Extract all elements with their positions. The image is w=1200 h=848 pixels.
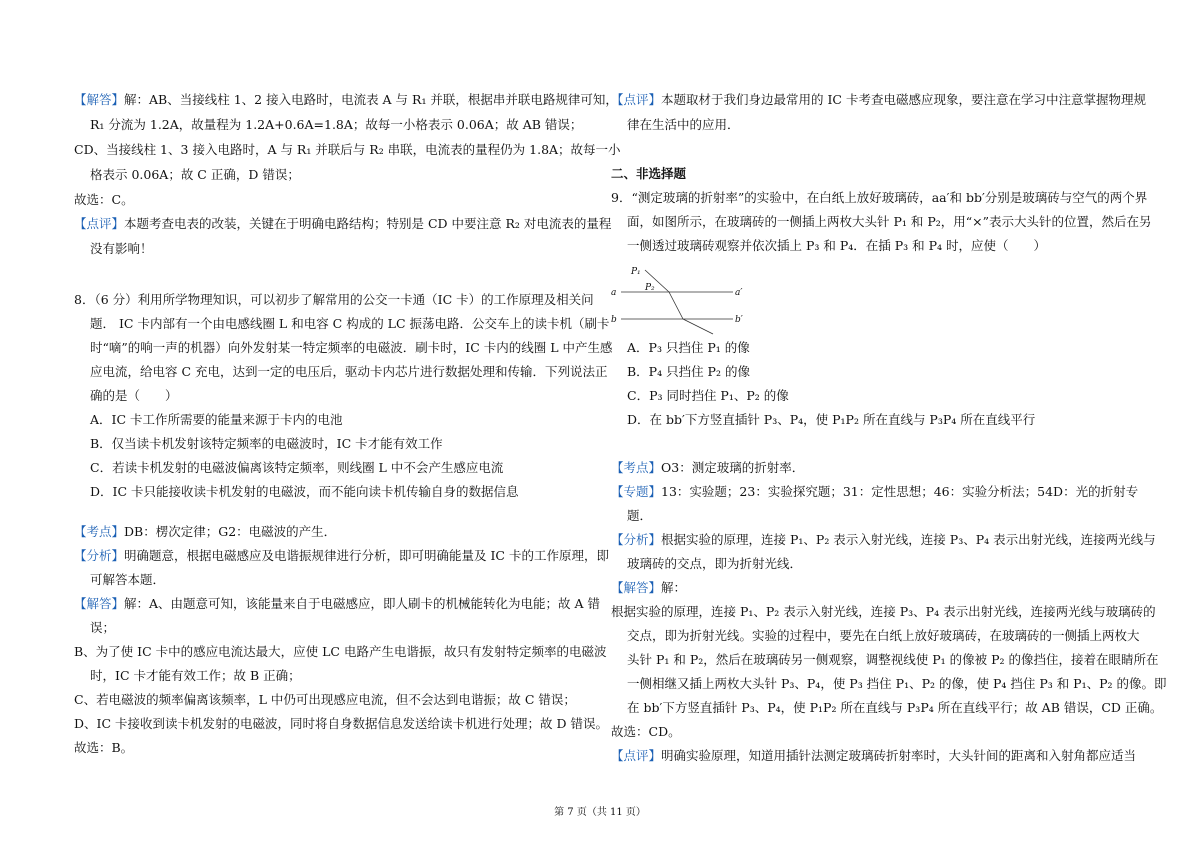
question-9-line: 面，如图所示，在玻璃砖的一侧插上两枚大头针 P₁ 和 P₂，用“×”表示大头针的位置，然后在另 <box>627 214 1152 229</box>
answer-tag: 【解答】 <box>74 92 125 107</box>
jieda-line: 时，IC 卡才能有效工作；故 B 正确； <box>90 668 301 683</box>
answer-line: R₁ 分流为 1.2A，故量程为 1.2A+0.6A=1.8A；故每一小格表示 0.06A；故 AB 错误； <box>90 117 583 132</box>
option-c: C．若读卡机发射的电磁波偏离该特定频率，则线圈 L 中不会产生感应电流 <box>90 460 504 475</box>
label-p1: P₁ <box>631 267 641 277</box>
jieda-line: 误； <box>90 620 116 635</box>
label-b: b <box>611 315 617 325</box>
option-a: A．P₃ 只挡住 P₁ 的像 <box>627 340 750 355</box>
question-8-line: 确的是（ ） <box>90 388 178 403</box>
question-8-line: 应电流，给电容 C 充电，达到一定的电压后，驱动卡内芯片进行数据处理和传输．下列说法正 <box>90 364 608 379</box>
option-b: B．P₄ 只挡住 P₂ 的像 <box>627 364 750 379</box>
answer-line: 格表示 0.06A；故 C 正确，D 错误； <box>90 167 300 182</box>
kaodian-line: 【考点】O3：测定玻璃的折射率． <box>611 460 805 475</box>
option-d: D．在 bb′下方竖直插针 P₃、P₄，使 P₁P₂ 所在直线与 P₃P₄ 所在直线平行 <box>627 412 1036 427</box>
jieda-line: 故选：B。 <box>74 740 134 755</box>
question-9-line: 9．“测定玻璃的折射率”的实验中，在白纸上放好玻璃砖，aa′和 bb′分别是玻璃砖与空气的两个界 <box>611 190 1148 205</box>
label-a-prime: a′ <box>735 288 743 298</box>
comment-tag: 【点评】 <box>74 216 125 231</box>
question-8-line: 8．（6 分）利用所学物理知识，可以初步了解常用的公交一卡通（IC 卡）的工作原理及相关问 <box>74 292 594 307</box>
question-8-line: 题． IC 卡内部有一个由电感线圈 L 和电容 C 构成的 LC 振荡电路．公交车上的读卡机（刷卡 <box>90 316 610 331</box>
fenxi-line: 【分析】根据实验的原理，连接 P₁、P₂ 表示入射光线，连接 P₃、P₄ 表示出射光线，连接两光线与 <box>611 532 1156 547</box>
fenxi-line: 【分析】明确题意，根据电磁感应及电谐振规律进行分析，即可明确能量及 IC 卡的工作原理，即 <box>74 548 609 563</box>
jieda-line: 交点，即为折射光线。实验的过程中，要先在白纸上放好玻璃砖，在玻璃砖的一侧插上两枚大 <box>627 628 1140 643</box>
jieda-line: B、为了使 IC 卡中的感应电流达最大，应使 LC 电路产生电谐振，故只有发射特定频率的电磁波 <box>74 644 607 659</box>
option-d: D．IC 卡只能接收读卡机发射的电磁波，而不能向读卡机传输自身的数据信息 <box>90 484 519 499</box>
option-a: A．IC 卡工作所需要的能量来源于卡内的电池 <box>90 412 343 427</box>
fenxi-line: 玻璃砖的交点，即为折射光线． <box>627 556 803 571</box>
fenxi-line: 可解答本题． <box>90 572 166 587</box>
comment-line: 【点评】本题考查电表的改装，关键在于明确电路结构；特别是 CD 中要注意 R₂ 对电流表的量程 <box>74 216 612 231</box>
jieda-line: 【解答】解：A、由题意可知，该能量来自于电磁感应，即人刷卡的机械能转化为电能；故 A 错 <box>74 596 601 611</box>
jieda-line: 头针 P₁ 和 P₂，然后在玻璃砖另一侧观察，调整视线使 P₁ 的像被 P₂ 的像挡住，接着在眼睛所在 <box>627 652 1159 667</box>
jieda-line: 在 bb′下方竖直插针 P₃、P₄，使 P₁P₂ 所在直线与 P₃P₄ 所在直线平行；故 AB 错误，CD 正确。 <box>627 700 1163 715</box>
comment-line: 律在生活中的应用． <box>627 117 740 132</box>
jieda-line: C、若电磁波的频率偏离该频率，L 中仍可出现感应电流，但不会达到电谐振；故 C 错误； <box>74 692 576 707</box>
zhuanti-line: 题． <box>627 508 653 523</box>
answer-line: 【解答】解：AB、当接线柱 1、2 接入电路时，电流表 A 与 R₁ 并联，根据串并联电路规律可知， <box>74 92 618 107</box>
label-a: a <box>611 288 617 298</box>
zhuanti-line: 【专题】13：实验题；23：实验探究题；31：定性思想；46：实验分析法；54D：光的折射专 <box>611 484 1139 499</box>
jieda-line: 一侧相继又插上两枚大头针 P₃、P₄，使 P₃ 挡住 P₁、P₂ 的像，使 P₄ 挡住 P₃ 和 P₁、P₂ 的像。即 <box>627 676 1167 691</box>
jieda-line: D、IC 卡接收到读卡机发射的电磁波，同时将自身数据信息发送给读卡机进行处理；故 D 错误。 <box>74 716 608 731</box>
section-title: 二、非选择题 <box>611 166 687 181</box>
question-8-line: 时“嘀”的响一声的机器）向外发射某一特定频率的电磁波．刷卡时，IC 卡内的线圈 L 中产生感 <box>90 340 613 355</box>
answer-line: 故选：C。 <box>74 192 134 207</box>
kaodian-line: 【考点】DB：楞次定律；G2：电磁波的产生． <box>74 524 337 539</box>
page-footer: 第 7 页（共 11 页） <box>554 807 646 818</box>
comment-line: 没有影响！ <box>90 241 153 256</box>
comment-line: 【点评】明确实验原理，知道用插针法测定玻璃砖折射率时，大头针间的距离和入射角都应适当 <box>611 748 1137 763</box>
refraction-figure <box>611 258 751 338</box>
comment-line: 【点评】本题取材于我们身边最常用的 IC 卡考查电磁感应现象，要注意在学习中注意掌握物理规 <box>611 92 1146 107</box>
option-b: B．仅当读卡机发射该特定频率的电磁波时，IC 卡才能有效工作 <box>90 436 443 451</box>
option-c: C．P₃ 同时挡住 P₁、P₂ 的像 <box>627 388 789 403</box>
label-b-prime: b′ <box>735 315 743 325</box>
label-p2: P₂ <box>645 283 655 293</box>
question-9-line: 一侧透过玻璃砖观察并依次插上 P₃ 和 P₄．在插 P₃ 和 P₄ 时，应使（ ） <box>627 238 1047 253</box>
jieda-line: 【解答】解： <box>611 580 687 595</box>
jieda-line: 故选：CD。 <box>611 724 681 739</box>
jieda-line: 根据实验的原理，连接 P₁、P₂ 表示入射光线，连接 P₃、P₄ 表示出射光线，连接两光线与玻璃砖的 <box>611 604 1156 619</box>
answer-line: CD、当接线柱 1、3 接入电路时，A 与 R₁ 并联后与 R₂ 串联，电流表的量程仍为 1.8A；故每一小 <box>74 142 621 157</box>
